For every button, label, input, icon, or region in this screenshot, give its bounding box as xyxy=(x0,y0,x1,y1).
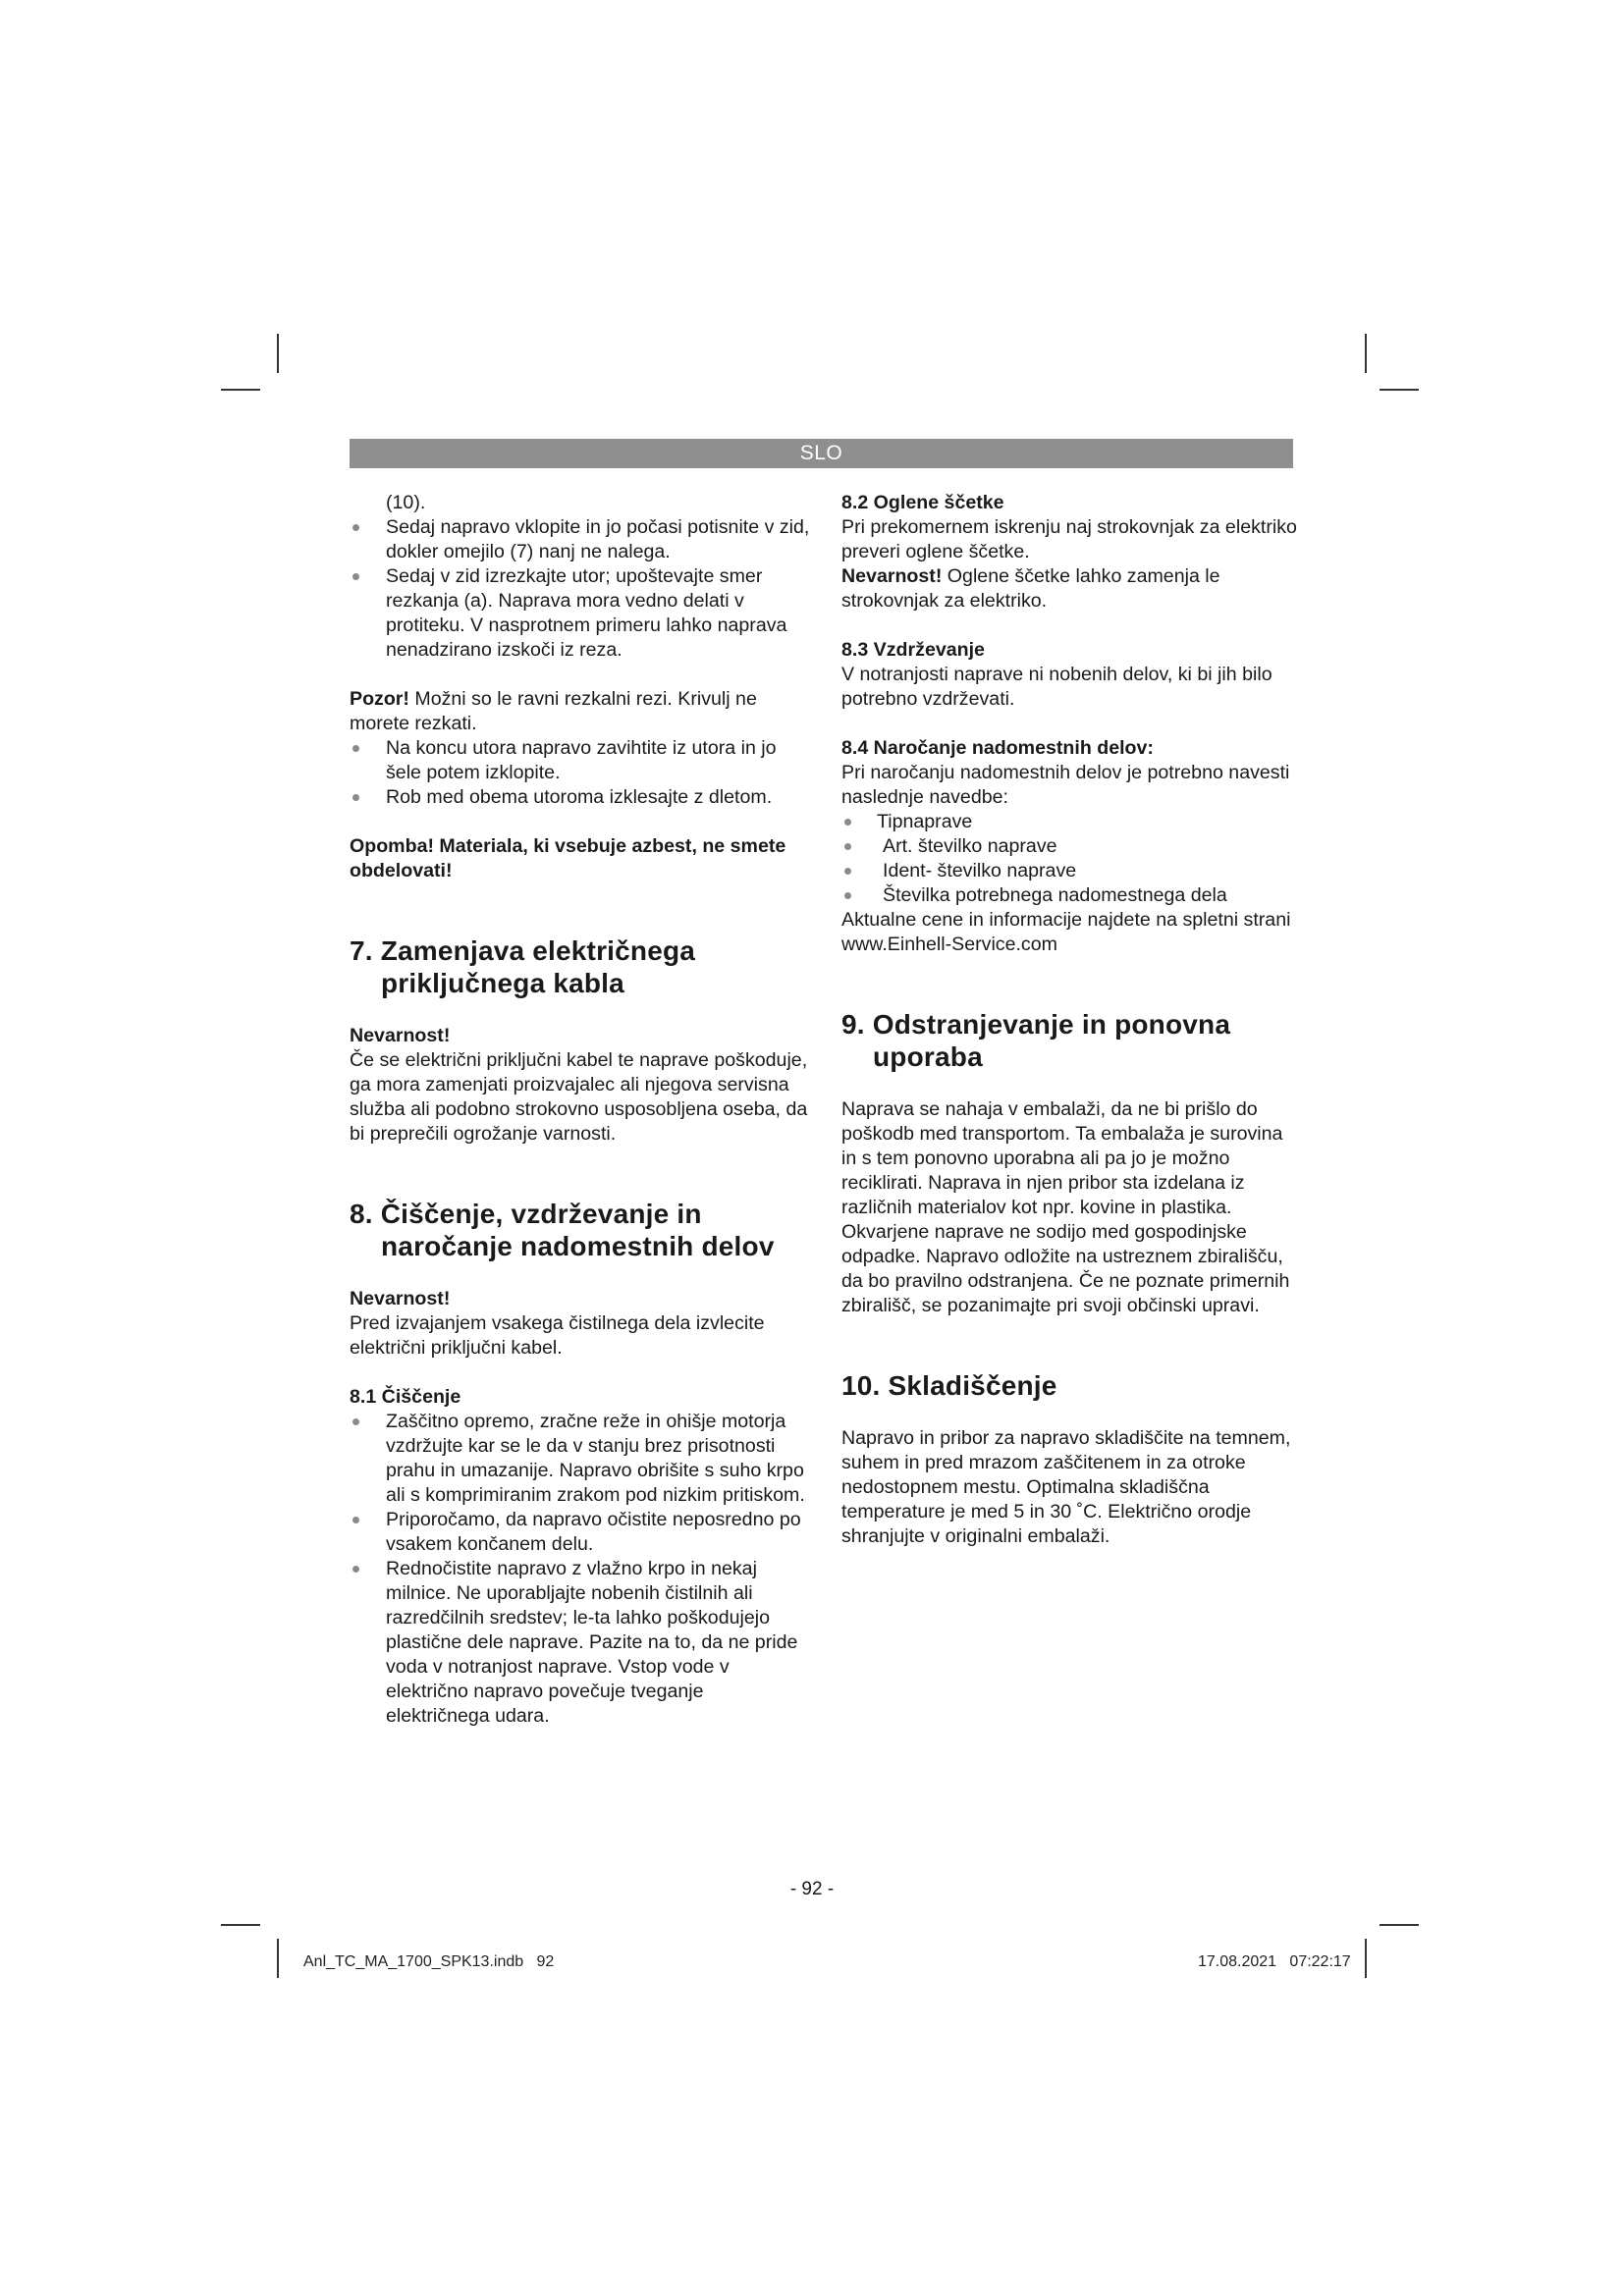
list-item: Sedaj napravo vklopite in jo počasi potisnite v zid, dokler omejilo (7) nanj ne nalega. xyxy=(350,515,811,564)
danger-text: Oglene ščetke lahko zamenja le strokovnjak za elektriko. xyxy=(841,565,1220,612)
crop-mark xyxy=(1380,1924,1419,1926)
bullet-list xyxy=(350,1410,811,1729)
list-item: Ident- številko naprave xyxy=(841,859,1299,883)
list-item: Rob med obema utoroma izklesajte z dletom. xyxy=(350,785,811,810)
crop-mark xyxy=(1365,1939,1367,1978)
crop-mark xyxy=(277,334,279,373)
section-8-text: Pred izvajanjem vsakega čistilnega dela izvlecite električni priključni kabel. xyxy=(350,1312,765,1359)
bullet-list xyxy=(350,515,811,663)
bullet-list xyxy=(841,810,1299,908)
language-header-bar: SLO xyxy=(350,439,1293,468)
continued-text: (10). xyxy=(386,492,426,513)
right-column xyxy=(841,491,1299,1549)
section-8-4-footer: Aktualne cene in informacije najdete na spletni strani www.Einhell-Service.com xyxy=(841,909,1291,955)
crop-mark xyxy=(1380,389,1419,391)
list-item: Art. številko naprave xyxy=(841,834,1299,859)
list-item: Rednočistite napravo z vlažno krpo in nekaj milnice. Ne uporabljajte nobenih čistilnih ali razredčilnih sredstev; le-ta lahko poškodujejo plastične dele naprave. Pazite na to, da ne pride voda v notranjost naprave. Vstop vode v električno napravo povečuje tveganje električnega udara. xyxy=(350,1557,811,1729)
section-heading-9: 9. Odstranjevanje in ponovna uporaba xyxy=(841,1009,1231,1072)
list-item: Sedaj v zid izrezkajte utor; upoštevajte smer rezkanja (a). Naprava mora vedno delati v protiteku. V nasprotnem primeru lahko naprava nenadzirano izskoči iz reza. xyxy=(350,564,811,663)
file-name: Anl_TC_MA_1700_SPK13.indb 92 xyxy=(303,1953,555,1970)
section-heading-10: 10. Skladiščenje xyxy=(841,1370,1057,1401)
subsection-heading-8-2: 8.2 Oglene ščetke xyxy=(841,492,1004,513)
warning-paragraph xyxy=(350,687,811,736)
list-item: Številka potrebnega nadomestnega dela xyxy=(841,883,1299,908)
section-9-text: Naprava se nahaja v embalaži, da ne bi prišlo do poškodb med transportom. Ta embalaža je surovina in s tem ponovno uporabna ali pa jo je možno reciklirati. Naprava in njen pribor sta izdelana iz različnih materialov kot npr. kovine in plastika. Okvarjene naprave ne sodijo med gospodinjske odpadke. Napravo odložite na ustreznem zbirališču, da bo pravilno odstranjena. Če ne poznate primernih zbirališč, se pozanimajte pri svoji občinski upravi. xyxy=(841,1098,1290,1316)
note-paragraph: Opomba! Materiala, ki vsebuje azbest, ne smete obdelovati! xyxy=(350,835,786,881)
crop-mark xyxy=(277,1939,279,1978)
subsection-heading-8-1: 8.1 Čiščenje xyxy=(350,1386,461,1408)
section-8-3-text: V notranjosti naprave ni nobenih delov, ki bi jih bilo potrebno vzdrževati. xyxy=(841,664,1272,710)
section-heading-8: 8. Čiščenje, vzdrževanje in naročanje nadomestnih delov xyxy=(350,1199,775,1261)
section-7-text: Če se električni priključni kabel te naprave poškoduje, ga mora zamenjati proizvajalec ali njegova servisna služba ali podobno strokovno usposobljena oseba, da bi preprečili ogrožanje varnosti. xyxy=(350,1049,808,1145)
warning-label: Pozor! xyxy=(350,688,409,710)
crop-mark xyxy=(221,1924,260,1926)
list-item: Tipnaprave xyxy=(841,810,1299,834)
subsection-heading-8-3: 8.3 Vzdrževanje xyxy=(841,639,985,661)
left-column xyxy=(350,491,811,1729)
danger-label: Nevarnost! xyxy=(350,1025,451,1046)
section-8-2-text: Pri prekomernem iskrenju naj strokovnjak za elektriko preveri oglene ščetke. xyxy=(841,516,1297,562)
danger-paragraph xyxy=(841,564,1299,614)
section-heading-7: 7. Zamenjava električnega priključnega kabla xyxy=(350,935,696,998)
list-item: Priporočamo, da napravo očistite neposredno po vsakem končanem delu. xyxy=(350,1508,811,1557)
page-number: - 92 - xyxy=(789,1879,835,1899)
danger-label: Nevarnost! xyxy=(841,565,943,587)
crop-mark xyxy=(221,389,260,391)
danger-label: Nevarnost! xyxy=(350,1288,451,1309)
crop-mark xyxy=(1365,334,1367,373)
section-10-text: Napravo in pribor za napravo skladiščite na temnem, suhem in pred mrazom zaščitenem in za otroke nedostopnem mestu. Optimalna skladiščna temperature je med 5 in 30 ˚C. Električno orodje shranjujte v originalni embalaži. xyxy=(841,1427,1291,1547)
warning-text: Možni so le ravni rezkalni rezi. Krivulj ne morete rezkati. xyxy=(350,688,757,734)
bullet-list xyxy=(350,736,811,810)
section-8-4-text: Pri naročanju nadomestnih delov je potrebno navesti naslednje navedbe: xyxy=(841,762,1290,808)
timestamp: 17.08.2021 07:22:17 xyxy=(1198,1953,1351,1970)
list-item: Zaščitno opremo, zračne reže in ohišje motorja vzdržujte kar se le da v stanju brez prisotnosti prahu in umazanije. Napravo obrišite s suho krpo ali s komprimiranim zrakom pod nizkim pritiskom. xyxy=(350,1410,811,1508)
subsection-heading-8-4: 8.4 Naročanje nadomestnih delov: xyxy=(841,737,1154,759)
list-item: Na koncu utora napravo zavihtite iz utora in jo šele potem izklopite. xyxy=(350,736,811,785)
